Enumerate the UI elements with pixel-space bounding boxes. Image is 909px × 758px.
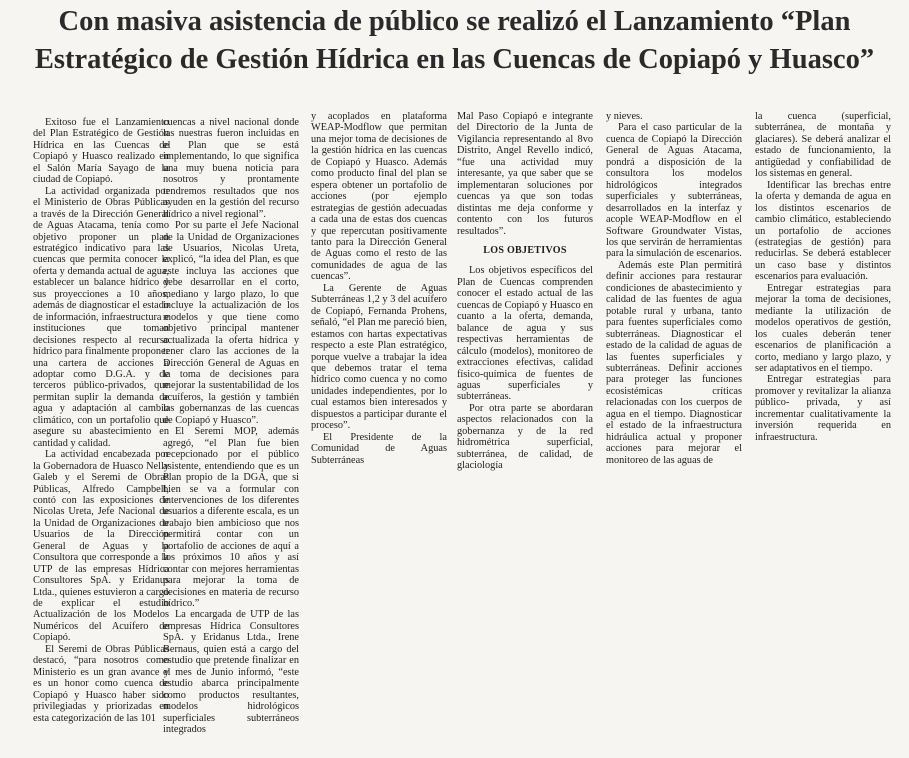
paragraph: Entregar estrategias para promover y revitalizar la alianza público- privada, y así incrementar cualitativamente la inversión requerida en infraestructura. <box>755 374 891 443</box>
article-column-3 <box>311 111 447 752</box>
paragraph: y acoplados en plataforma WEAP-Modflow que permitan una mejor toma de decisiones de la gestión hídrica en las cuencas de Copiapó y Huasco. Además como producto final del plan se espera obtener un portafolio de acciones (por ejemplo estrategias de gestión adecuadas a cada una de estas dos cuencas y que repercutan positivamente tanto para la Dirección General de Aguas como el resto de las comunidades de agua de las cuencas”. <box>311 111 447 283</box>
paragraph: El Seremi de Obras Públicas destacó, “para nosotros como Ministerio es un gran avance y es un honor como cuenca de Copiapó y Huasco haber sido privilegiadas y priorizadas en esta categorización de las 101 <box>33 643 169 724</box>
article-column-4 <box>457 111 593 752</box>
paragraph: La actividad organizada por el Ministerio de Obras Públicas a través de la Dirección General de Aguas Atacama, tenía como objetivo proponer un plan estratégico indicativo para las cuencas que permita conocer la oferta y demanda actual de agua, establecer un balance hídrico y sus proyecciones a 10 años, además de diagnosticar el estado de información, infraestructura e instituciones que toman decisiones respecto al recurso hídrico para finalmente proponer una cartera de acciones a adoptar como D.G.A. y de terceros público-privados, que permitan suplir la demanda de agua y adaptación al cambio climático, con un portafolio que asegure su abastecimiento en cantidad y calidad. <box>33 185 169 449</box>
paragraph: la cuenca (superficial, subterránea, de montaña y glaciares). Se deberá analizar el estado de funcionamiento, la antigüedad y confiabilidad de los sistemas en general. <box>755 111 891 180</box>
paragraph: La Gerente de Aguas Subterráneas 1,2 y 3 del acuífero de Copiapó, Fernanda Prohens, señaló, “el Plan me pareció bien, estamos con hartas expectativas respecto a este Plan estratégico, porque vuelve a trabajar la idea que debemos tratar el tema hídrico como cuenca y no como unidades independientes, por lo cual estamos bien interesados y dispuestos a participar durante el proceso”. <box>311 282 447 432</box>
paragraph: Exitoso fue el Lanzamiento del Plan Estratégico de Gestión Hídrica en las Cuencas de Copiapó y Huasco realizado en el Salón María Sayago de la ciudad de Copiapó. <box>33 117 169 186</box>
paragraph: Además este Plan permitirá definir acciones para restaurar condiciones de abastecimiento y calidad de las fuentes de agua potable rural y urbana, tanto para fuentes superficiales como subterráneas. Diagnosticar el estado de la calidad de aguas de las fuentes superficiales y subterráneas. Definir acciones para proteger las funciones ecosistémicas críticas relacionadas con los cuerpos de agua en el tiempo. Diagnosticar el estado de la infraestructura hidráulica actual y proponer acciones para mejorar el monitoreo de las aguas de <box>606 259 742 466</box>
paragraph: Mal Paso Copiapó e integrante del Directorio de la Junta de Vigilancia representando al 8vo Distrito, Angel Revello indicó, “fue una actividad muy interesante, ya que saber que se implementaran soluciones por cuencas ya que son todas distintas me deja conforme y contento con los futuros resultados”. <box>457 111 593 237</box>
paragraph: Por su parte el Jefe Nacional de la Unidad de Organizaciones de Usuarios, Nicolas Ureta, explicó, “la idea del Plan, es que este incluya las acciones que debe desarrollar en el corto, mediano y largo plazo, lo que incluye la actualización de los modelos y que tiene como objetivo principal mantener actualizada la oferta hídrica y tener claro las acciones de la Dirección General de Aguas en la toma de decisiones para mejorar la sustentabilidad de los acuíferos, la gestión y también las gobernanzas de las cuencas de Copiapó y Huasco”. <box>163 220 299 426</box>
paragraph: El Seremi MOP, además agregó, “el Plan fue bien recepcionado por el público asistente, entendiendo que es un Plan propio de la DGA, que si bien se va a formular con intervenciones de los diferentes usuarios a diferente escala, es un trabajo bien ambicioso que nos permitirá contar con un portafolio de acciones de aquí a los próximos 10 años y así contar con mejores herramientas para mejorar la toma de decisiones en materia de recurso hídrico.” <box>163 426 299 610</box>
paragraph: Los objetivos específicos del Plan de Cuencas comprenden conocer el estado actual de las cuencas de Copiapó y Huasco en cuanto a la oferta, demanda, balance de agua y sus respectivas herramientas de cálculo (modelos), monitoreo de extracciones efectivas, calidad físico-química de fuentes de aguas superficiales y subterráneas. <box>457 265 593 403</box>
article-headline: Con masiva asistencia de público se realizó el Lanzamiento “Plan Estratégico de Gestión Hídrica en las Cuencas de Copiapó y Huasco” <box>34 6 875 75</box>
paragraph: Entregar estrategias para mejorar la toma de decisiones, mediante la utilización de modelos operativos de gestión, los cuales deberán tener escenarios de planificación a corto, mediano y largo plazo, y ser adaptativos en el tiempo. <box>755 282 891 374</box>
paragraph: Para el caso particular de la cuenca de Copiapó la Dirección General de Aguas Atacama, pondrá a disposición de la consultora los modelos hidrológicos integrados superficiales y subterráneas, desarrollados en la interfaz y acople WEAP-Modflow en el Software Groundwater Vistas, los que servirán de herramientas para la simulación de escenarios. <box>606 122 742 260</box>
paragraph: Identificar las brechas entre la oferta y demanda de agua en los distintos escenarios de cambio climático, estableciendo un portafolio de acciones (estrategias de gestión) para reducirlas. Se deberá establecer un caso base y distintos escenarios para evaluación. <box>755 179 891 283</box>
paragraph: y nieves. <box>606 111 643 122</box>
paragraph: Por otra parte se abordaran aspectos relacionados con la gobernanza y de la red hidrométrica superficial, subterránea, de calidad, de glaciología <box>457 402 593 472</box>
article-column-1 <box>33 117 169 758</box>
paragraph: cuencas a nivel nacional donde las nuestras fueron incluidas en el Plan que se está implementando, lo que significa una muy buena noticia para nosotros y prontamente tendremos resultados que nos ayuden en la gestión del recurso hídrico a nivel regional”. <box>163 117 299 220</box>
article-column-6 <box>755 111 891 752</box>
paragraph: La encargada de UTP de las empresas Hídrica Consultores SpA. y Eridanus Ltda., Irene Bernaus, quien está a cargo del estudio que pretende finalizar en el mes de Junio informó, “este estudio abarca principalmente como productos resultantes, modelos hidrológicos superficiales subterráneos integrados <box>163 609 299 736</box>
paragraph: La actividad encabezada por la Gobernadora de Huasco Nelly Galeb y el Seremi de Obras Públicas, Alfredo Campbell, contó con las exposiciones de Nicolas Ureta, Jefe Nacional de la Unidad de Organizaciones de Usuarios de la Dirección General de Aguas y la Consultora que corresponde a la UTP de las empresas Hídrica Consultores SpA. y Eridanus Ltda., quienes estuvieron a cargo de explicar el estudio Actualización de los Modelos Numéricos del Acuífero de Copiapó. <box>33 449 169 644</box>
article-column-2 <box>163 117 299 758</box>
paragraph: El Presidente de la Comunidad de Aguas Subterráneas <box>311 431 447 466</box>
article-column-5 <box>606 111 742 752</box>
section-heading: LOS OBJETIVOS <box>483 244 567 256</box>
